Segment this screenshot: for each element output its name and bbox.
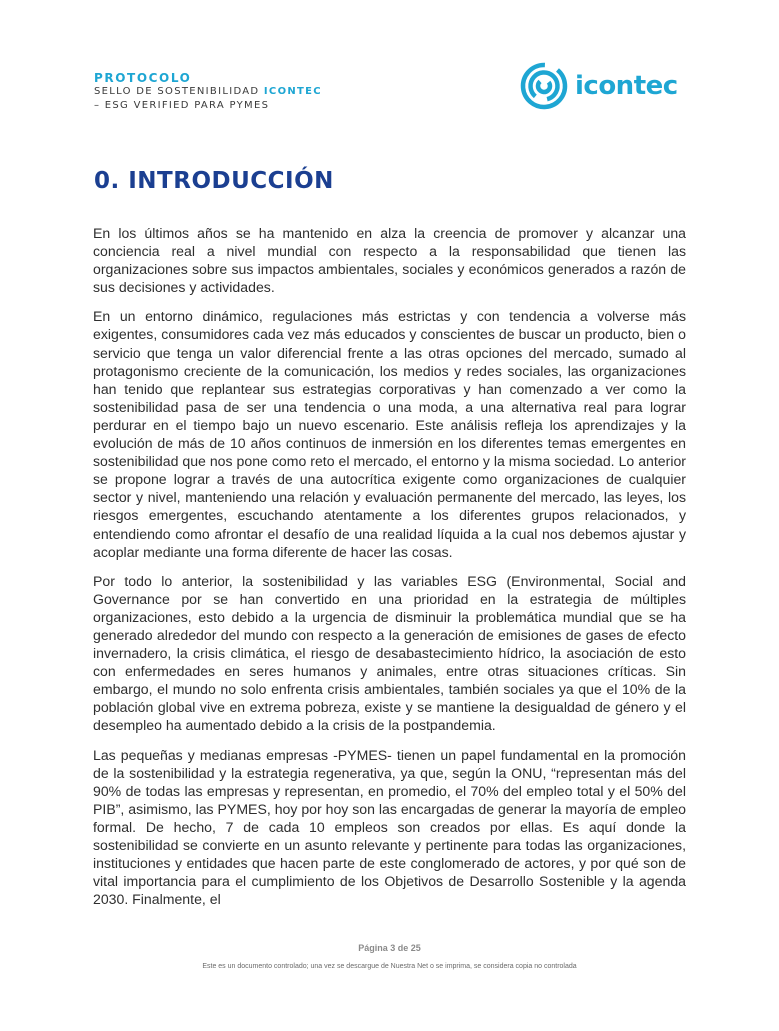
controlled-document-note: Este es un documento controlado; una vez se descargue de Nuestra Net o se imprima, se considera copia no controlada [202,963,577,970]
paragraph-1: En los últimos años se ha mantenido en alza la creencia de promover y alcanzar una conciencia real a nivel mundial con respecto a la responsabilidad que tienen las organizaciones sobre sus impactos ambientales, sociales y económicos generados a razón de sus decisiones y actividades. [93,225,686,296]
paragraph-4: Las pequeñas y medianas empresas -PYMES- tienen un papel fundamental en la promoción de la sostenibilidad y la estrategia regenerativa, ya que, según la ONU, “representan más del 90% de todas las empresas y representan, en promedio, el 70% del empleo total y el 50% del PIB”, asimismo, las PYMES, hoy por hoy son las encargadas de generar la mayoría de empleo formal. De hecho, 7 de cada 10 empleos son creados por ellas. Es aquí donde la sostenibilidad se convierte en un asunto relevante y pertinente para todas las organizaciones, instituciones y entidades que hacen parte de este conglomerado de actores, y por qué son de vital importancia para el cumplimiento de los Objetivos de Desarrollo Sostenible y la agenda 2030. Finalmente, el [93,746,687,908]
paragraph-2: En un entorno dinámico, regulaciones más estrictas y con tendencia a volverse más exigentes, consumidores cada vez más educados y conscientes de buscar un producto, bien o servicio que tenga un valor diferencial frente a las otras opciones del mercado, sumado al protagonismo creciente de la comunicación, los medios y redes sociales, las organizaciones han tenido que replantear sus estrategias corporativas y han comenzado a ver como la sostenibilidad pasa de ser una tendencia o una moda, a una alternativa real para lograr perdurar en el tiempo bajo un nuevo escenario. Este análisis refleja los aprendizajes y la evolución de más de 10 años continuos de inmersión en los diferentes temas emergentes en sostenibilidad que nos pone como reto el mercado, el entorno y la misma sociedad. Lo anterior se propone lograr a través de una autocrítica exigente como organizaciones de cualquier sector y nivel, manteniendo una relación y evaluación permanente del mercado, las leyes, los riesgos emergentes, escuchando atentamente a los diferentes grupos relacionados, y entendiendo como afrontar el desafío de una realidad líquida a la cual nos debemos ajustar y acoplar mediante una forma diferente de hacer las cosas. [93,308,686,560]
page-number: Página 3 de 25 [358,943,421,953]
header-protocol-label: PROTOCOLO [94,71,192,85]
header-seal-label [94,85,322,99]
icontec-logo [519,60,689,112]
header-seal-brand: ICONTEC [263,86,322,97]
header-seal-prefix: SELLO DE SOSTENIBILIDAD [94,86,264,97]
logo-wordmark: icontec [575,71,678,101]
concentric-circles-logo-icon [519,61,569,111]
paragraph-3: Por todo lo anterior, la sostenibilidad y las variables ESG (Environmental, Social and Governance por se han convertido en una prioridad en la estrategia de múltiples organizaciones, esto debido a la urgencia de disminuir la problemática mundial que se ha generado alrededor del mundo con respecto a la generación de emisiones de gases de efecto invernadero, la crisis climática, el riesgo de desabastecimiento hídrico, la asociación de esto con enfermedades en seres humanos y animales, entre otras situaciones críticas. Sin embargo, el mundo no solo enfrenta crisis ambientales, también sociales ya que el 10% de la población global vive en extrema pobreza, existe y se mantiene la desigualdad de género y el desempleo ha aumentado debido a la crisis de la postpandemia. [93,572,686,734]
document-header [94,71,322,113]
section-title: 0. INTRODUCCIÓN [94,168,334,194]
body-content [93,224,686,919]
header-esg-label: – ESG VERIFIED PARA PYMES [94,100,270,111]
